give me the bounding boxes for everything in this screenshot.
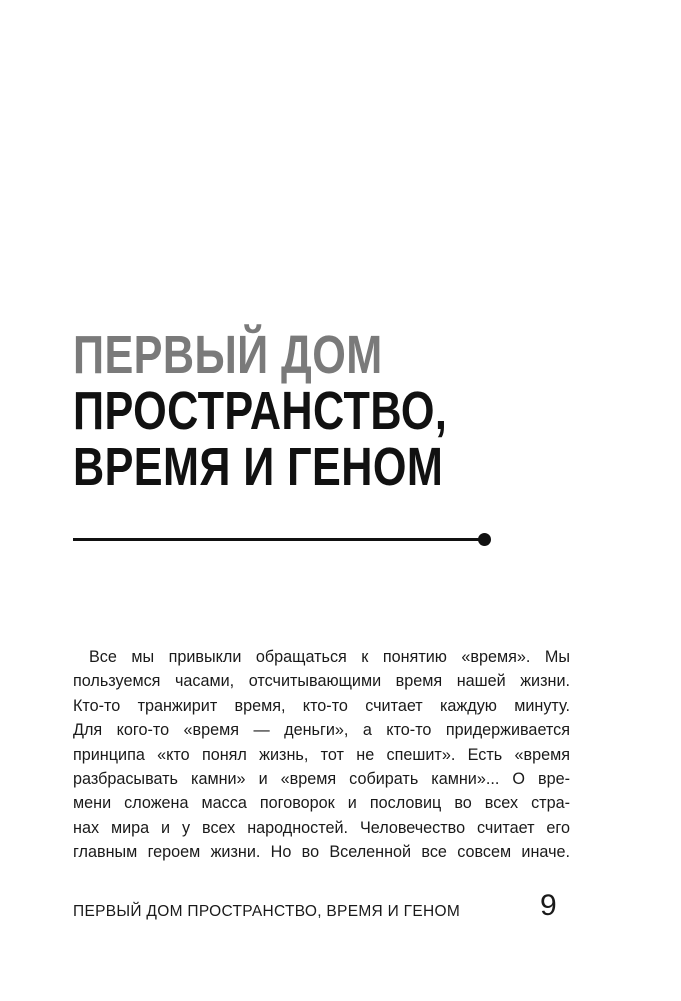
body-line: мени сложена масса поговорок и пословиц во всех стра- [73, 794, 570, 813]
page-number: 9 [540, 889, 557, 922]
body-paragraph [73, 645, 570, 865]
body-line: Кто-то транжирит время, кто-то считает каждую минуту. [73, 696, 570, 715]
title-underline-dot [478, 533, 491, 546]
chapter-title-line: ПРОСТРАНСТВО, [73, 381, 448, 441]
chapter-label: ПЕРВЫЙ ДОМ [73, 325, 383, 385]
title-underline [73, 538, 485, 541]
body-line: главным героем жизни. Но во Вселенной все совсем иначе. [73, 843, 570, 862]
body-line: Для кого-то «время — деньги», а кто-то придерживается [73, 721, 570, 740]
body-line: разбрасывать камни» и «время собирать камни»... О вре- [73, 770, 570, 789]
body-line: принципа «кто понял жизнь, тот не спешит». Есть «время [73, 745, 570, 764]
running-footer: ПЕРВЫЙ ДОМ ПРОСТРАНСТВО, ВРЕМЯ И ГЕНОМ [73, 903, 461, 920]
body-line: нах мира и у всех народностей. Человечество считает его [73, 818, 570, 837]
body-line: пользуемся часами, отсчитывающими время нашей жизни. [73, 672, 570, 691]
body-line: Все мы привыкли обращаться к понятию «время». Мы [89, 648, 570, 666]
chapter-heading [73, 327, 633, 495]
chapter-title-line: ВРЕМЯ И ГЕНОМ [73, 437, 444, 497]
